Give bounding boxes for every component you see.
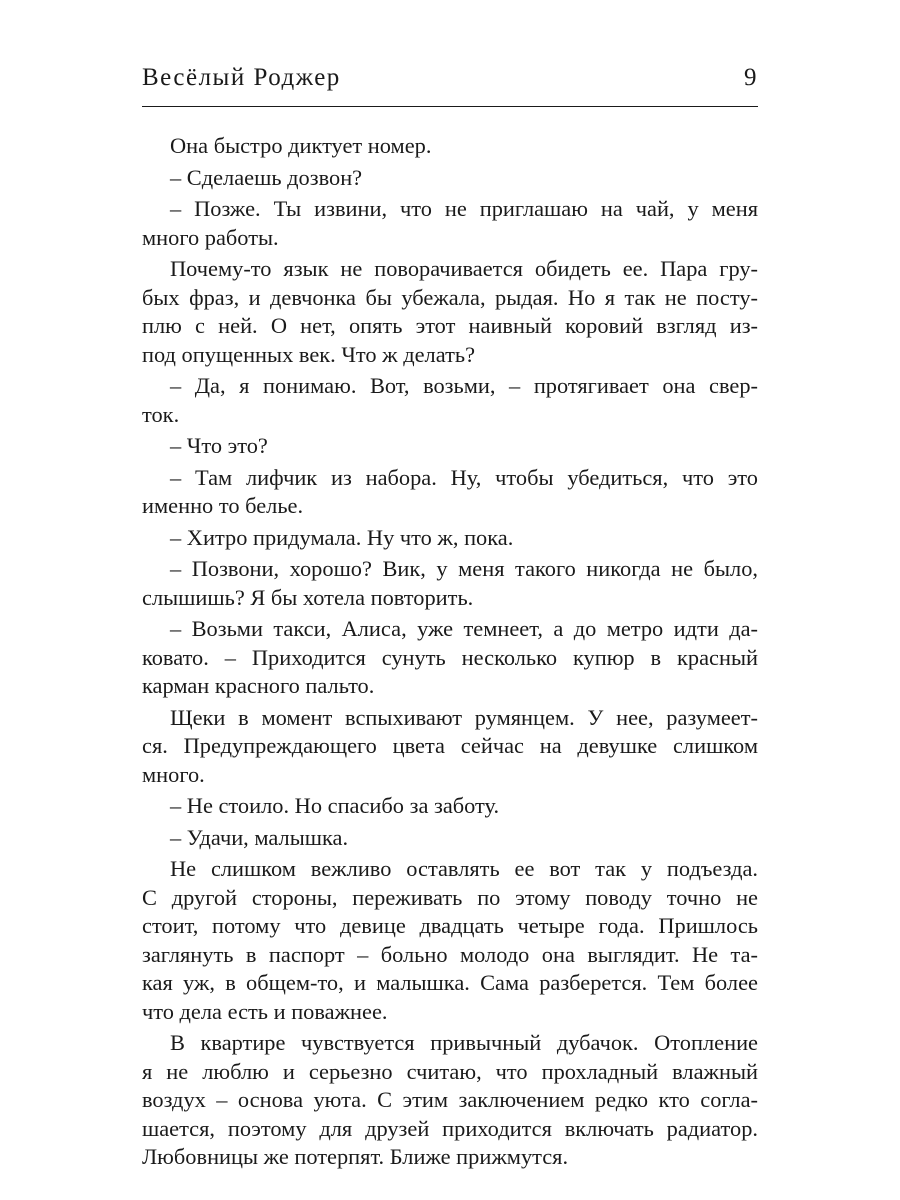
paragraph bbox=[142, 195, 758, 252]
text-line: Щеки в момент вспыхивают румянцем. У нее, разумеет- bbox=[170, 704, 758, 730]
text-line: шается, поэтому для друзей приходится включать радиатор. bbox=[142, 1115, 758, 1141]
text-line: ток. bbox=[142, 401, 180, 427]
text-line: ся. Предупреждающего цвета сейчас на девушке слишком bbox=[142, 733, 758, 758]
text-line: – Да, я понимаю. Вот, возьми, – протягивает она свер- bbox=[170, 373, 758, 398]
text-line: Не слишком вежливо оставлять ее вот так у подъезда. bbox=[170, 856, 758, 881]
text-line: – Сделаешь дозвон? bbox=[170, 164, 363, 190]
text-line: под опущенных век. Что ж делать? bbox=[142, 341, 476, 367]
paragraph bbox=[142, 464, 758, 521]
text-line: слышишь? Я бы хотела повторить. bbox=[142, 584, 474, 610]
text-line: Она быстро диктует номер. bbox=[170, 133, 432, 158]
header-rule bbox=[142, 106, 758, 107]
paragraph bbox=[142, 792, 758, 821]
paragraph bbox=[142, 555, 758, 612]
text-line: – Не стоило. Но спасибо за заботу. bbox=[170, 793, 500, 818]
text-line: – Позвони, хорошо? Вик, у меня такого никогда не было, bbox=[170, 556, 758, 581]
text-line: бых фраз, и девчонка бы убежала, рыдая. Но я так не посту- bbox=[142, 284, 758, 310]
text-line: много. bbox=[142, 761, 205, 787]
text-line: – Удачи, малышка. bbox=[170, 824, 349, 850]
text-line: стоит, потому что девице двадцать четыре года. Пришлось bbox=[142, 913, 758, 938]
text-line: карман красного пальто. bbox=[142, 673, 375, 698]
text-line: воздух – основа уюта. С этим заключением редко кто согла- bbox=[142, 1087, 758, 1112]
running-title: Весёлый Роджер bbox=[142, 64, 341, 91]
text-line: – Хитро придумала. Ну что ж, пока. bbox=[170, 524, 514, 550]
text-line: заглянуть в паспорт – больно молодо она выглядит. Не та- bbox=[142, 941, 758, 967]
paragraph bbox=[142, 164, 758, 193]
text-line: плю с ней. О нет, опять этот наивный коровий взгляд из- bbox=[142, 313, 758, 338]
text-line: много работы. bbox=[142, 224, 279, 250]
text-line: я не люблю и серьезно считаю, что прохладный влажный bbox=[142, 1058, 758, 1084]
paragraph bbox=[142, 824, 758, 853]
paragraph bbox=[142, 255, 758, 369]
text-line: что дела есть и поважнее. bbox=[142, 998, 388, 1024]
text-line: Почему-то язык не поворачивается обидеть ее. Пара гру- bbox=[170, 256, 758, 281]
paragraph bbox=[142, 524, 758, 553]
text-line: – Возьми такси, Алиса, уже темнеет, а до метро идти да- bbox=[170, 616, 758, 641]
paragraph bbox=[142, 132, 758, 161]
paragraph bbox=[142, 1029, 758, 1172]
text-line: ковато. – Приходится сунуть несколько купюр в красный bbox=[142, 644, 758, 670]
text-line: – Позже. Ты извини, что не приглашаю на чай, у меня bbox=[170, 196, 758, 221]
text-line: именно то белье. bbox=[142, 493, 304, 518]
running-header bbox=[142, 64, 758, 92]
paragraph bbox=[142, 704, 758, 790]
body-text bbox=[142, 132, 758, 1172]
text-line: Любовницы же потерпят. Ближе прижмутся. bbox=[142, 1144, 569, 1169]
page-number: 9 bbox=[744, 64, 758, 91]
paragraph bbox=[142, 855, 758, 1026]
text-line: – Там лифчик из набора. Ну, чтобы убедиться, что это bbox=[170, 464, 758, 490]
paragraph bbox=[142, 432, 758, 461]
text-line: кая уж, в общем-то, и малышка. Сама разберется. Тем более bbox=[142, 970, 758, 995]
text-line: В квартире чувствуется привычный дубачок. Отопление bbox=[170, 1030, 758, 1055]
text-line: С другой стороны, переживать по этому поводу точно не bbox=[142, 884, 758, 910]
text-line: – Что это? bbox=[170, 433, 268, 458]
paragraph bbox=[142, 372, 758, 429]
paragraph bbox=[142, 615, 758, 701]
